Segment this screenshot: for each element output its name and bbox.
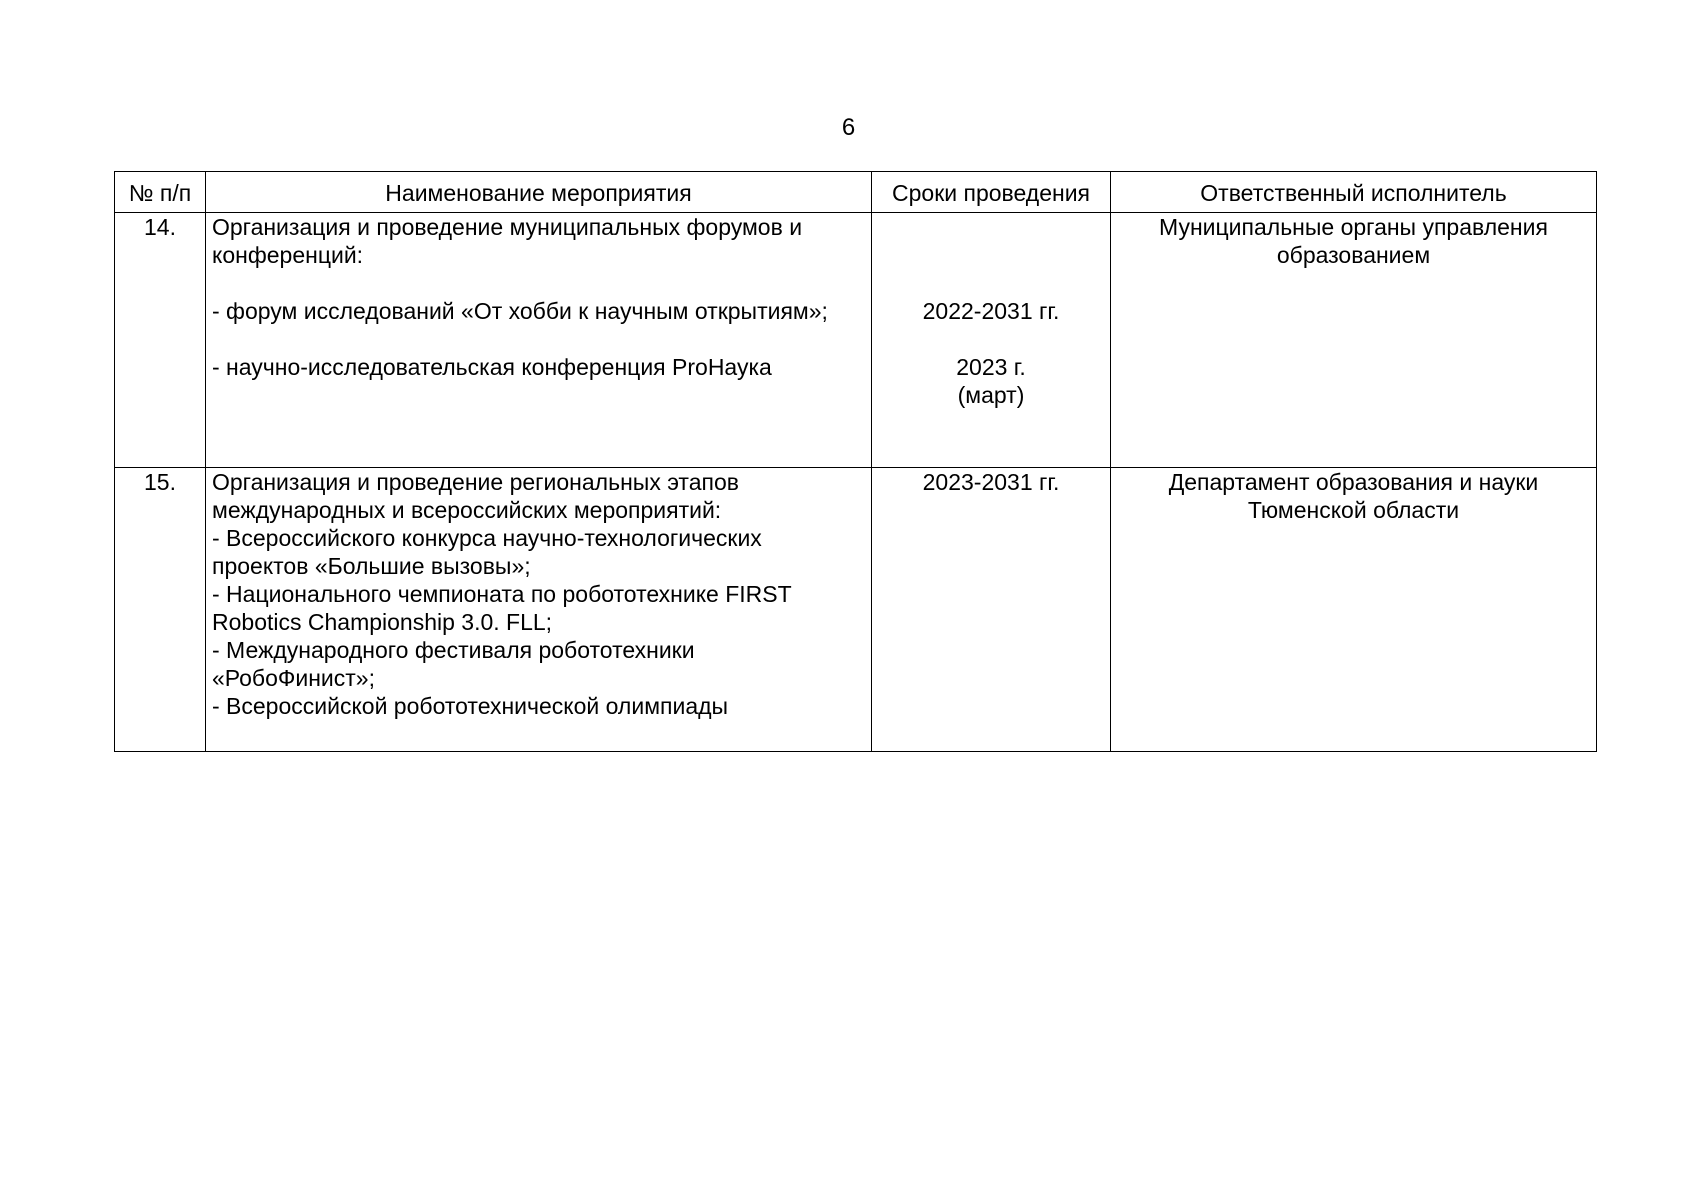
row-number: 14. xyxy=(115,213,206,468)
event-item: Robotics Championship 3.0. FLL; xyxy=(212,609,553,635)
event-title-line: конференций: xyxy=(212,242,364,268)
event-dates-line: 2022-2031 гг. xyxy=(922,298,1060,324)
event-item: «РобоФинист»; xyxy=(212,665,375,691)
responsible-line: Департамент образования и науки xyxy=(1168,469,1539,495)
event-title-cell xyxy=(206,468,872,752)
responsible-cell xyxy=(1111,213,1597,468)
event-dates-cell xyxy=(872,468,1111,752)
responsible-line: образованием xyxy=(1276,242,1431,268)
event-item: - Национального чемпионата по робототехнике FIRST xyxy=(212,581,792,607)
table-row xyxy=(115,468,1597,752)
event-item: - научно-исследовательская конференция ProНаука xyxy=(212,354,772,380)
header-title: Наименование мероприятия xyxy=(206,172,872,213)
header-responsible: Ответственный исполнитель xyxy=(1111,172,1597,213)
event-dates-line: 2023-2031 гг. xyxy=(922,469,1060,495)
event-item: - Всероссийского конкурса научно-технологических xyxy=(212,525,762,551)
event-item: - форум исследований «От хобби к научным открытиям»; xyxy=(212,298,828,324)
event-dates-line: (март) xyxy=(957,382,1025,408)
table-row xyxy=(115,213,1597,468)
event-dates-line: 2023 г. xyxy=(956,354,1026,380)
event-item: проектов «Большие вызовы»; xyxy=(212,553,531,579)
responsible-line: Муниципальные органы управления xyxy=(1159,214,1548,240)
row-number: 15. xyxy=(115,468,206,752)
events-table xyxy=(114,171,1597,752)
event-dates-cell xyxy=(872,213,1111,468)
page-number: 6 xyxy=(841,114,856,141)
table-header-row xyxy=(115,172,1597,213)
responsible-cell xyxy=(1111,468,1597,752)
event-title-cell xyxy=(206,213,872,468)
event-item: - Всероссийской робототехнической олимпиады xyxy=(212,693,729,719)
header-num: № п/п xyxy=(115,172,206,213)
event-title-line: международных и всероссийских мероприятий: xyxy=(212,497,722,523)
event-item: - Международного фестиваля робототехники xyxy=(212,637,695,663)
responsible-line: Тюменской области xyxy=(1247,497,1460,523)
header-dates: Сроки проведения xyxy=(872,172,1111,213)
event-title-line: Организация и проведение муниципальных форумов и xyxy=(212,214,803,240)
event-title-line: Организация и проведение региональных этапов xyxy=(212,469,739,495)
